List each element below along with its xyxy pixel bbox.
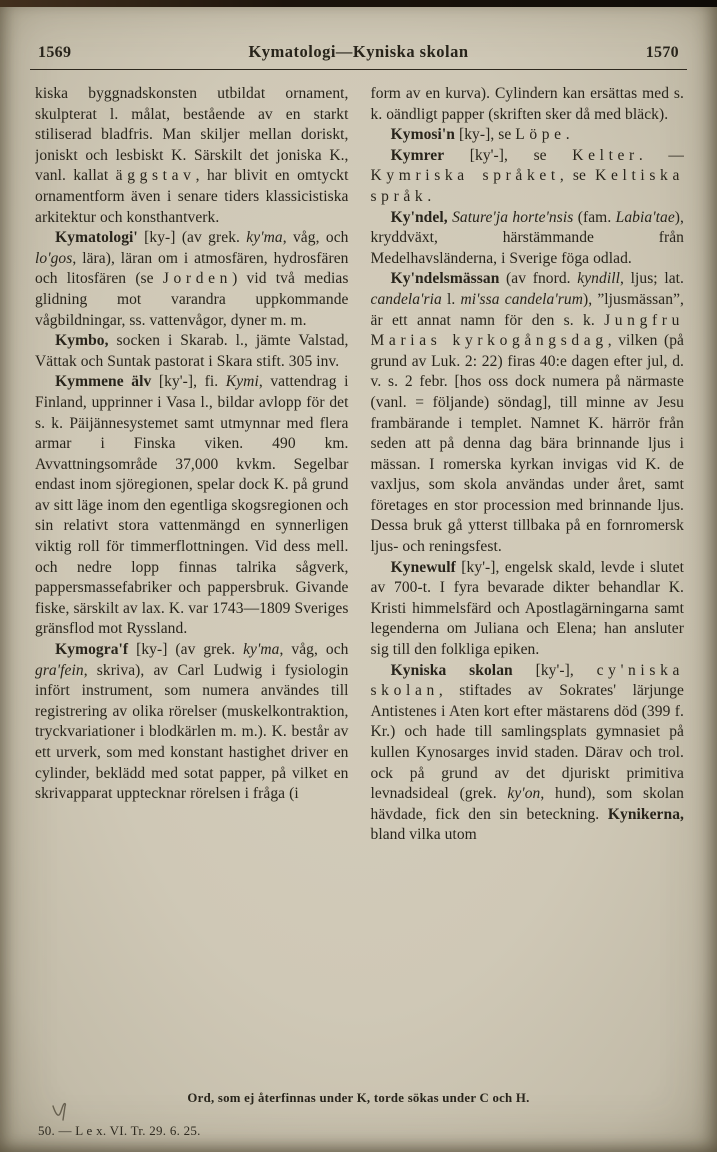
footer-note: Ord, som ej återfinnas under K, torde sökas under C och H. xyxy=(187,1091,530,1105)
italic-term: Kymi xyxy=(225,373,259,391)
italic-term: Sature'ja horte'nsis xyxy=(452,208,574,226)
headword: Kymosi'n xyxy=(390,126,455,144)
header-rule xyxy=(30,69,687,70)
spaced-term: Löpe xyxy=(515,126,566,144)
text-columns xyxy=(35,84,684,1066)
article-paragraph: Kynewulf [ky'-], engelsk skald, levde i slutet av 700-t. I fyra bevarade dikter behandlar K. Kristi himmelsfärd och Apostlagärningarna samt legenderna om Juliana och Elena; han ansluter sig till den folkliga epiken. xyxy=(370,558,684,659)
left-column xyxy=(35,84,349,1066)
page-number-right: 1570 xyxy=(645,44,679,61)
article-paragraph: form av en kurva). Cylindern kan ersättas med s. k. oändligt papper (skriften sker då med bläck). xyxy=(370,85,684,123)
italic-term: lo'gos xyxy=(35,249,73,267)
italic-term: kyndill xyxy=(577,270,620,288)
italic-term: mi'ssa candela'rum xyxy=(460,290,583,308)
spaced-term: Jungfru Marias kyrkogångsdag xyxy=(370,311,684,350)
article-paragraph: Kymosi'n [ky-], se Löpe. xyxy=(390,126,570,144)
headword: Kymrer xyxy=(390,146,445,164)
imprint-line: 50. — L e x. VI. Tr. 29. 6. 25. xyxy=(38,1123,201,1138)
headword: Kymmene älv xyxy=(55,373,152,391)
spaced-term: cy'niska skolan xyxy=(370,661,684,700)
article-paragraph: Kymbo, socken i Skarab. l., jämte Valstad, Vättak och Suntak pastorat i Skara stift. 305 inv. xyxy=(35,332,349,370)
italic-term: Labia'tae xyxy=(615,208,675,226)
headword: Ky'ndel, xyxy=(390,208,448,226)
headword: Ky'ndelsmässan xyxy=(390,270,500,288)
article-paragraph: Kymmene älv [ky'-], fi. Kymi, vattendrag i Finland, upprinner i Vasa l., bildar avlopp för det s. k. Päijännesystemet samt utmynnar med flera armar i Finska viken. 490 km. Avvattningsområde 37,000 kvkm. Segelbar endast inom sjöregionen, spelar dock K. på grund av sitt läge inom den egentliga skogsregionen och sin relativt stora vattenmängd en synnerligen viktig roll för timmerflottningen. Vid dess mell. och nedre lopp finnas talrika sågverk, pappersmassefabriker och pappersbruk. Givande fiske, särskilt av lax. K. var 1743—1809 Sveriges gränsflod mot Ryssland. xyxy=(35,373,349,638)
article-paragraph: Kymrer [ky'-], se Kelter. — Kymriska språket, se Keltiska språk. xyxy=(370,146,684,205)
headword: Kynikerna, xyxy=(607,805,684,823)
page-number-left: 1569 xyxy=(38,44,72,61)
headword: Kymatologi' xyxy=(55,229,138,247)
italic-term: gra'fein xyxy=(35,661,84,679)
italic-term: ky'on xyxy=(507,785,541,803)
scan-edge-artifact xyxy=(0,0,717,7)
italic-term: candela'ria xyxy=(370,290,442,308)
spaced-term: Kymriska språket xyxy=(370,167,560,185)
spaced-term: äggstav xyxy=(115,167,196,185)
handwritten-mark xyxy=(50,1102,72,1122)
headword: Kynewulf xyxy=(390,558,456,576)
article-paragraph: Kymatologi' [ky-] (av grek. ky'ma, våg, och lo'gos, lära), läran om i atmosfären, hydrosfären och litosfären (se Jorden) vid två medias glidning mot varandra uppkommande vågbildningar, ss. vattenvågor, dyner m. m. xyxy=(35,229,349,329)
italic-term: ky'ma xyxy=(243,641,280,659)
spaced-term: Jorden xyxy=(162,270,233,288)
article-paragraph: kiska byggnadskonsten utbildat ornament, skulpterat l. målat, bestående av en starkt stiliserad bladfris. Man skiljer mellan doriskt, joniskt och lesbiskt K. Särskilt det joniska K., vanl. kallat äggstav, har blivit en omtyckt ornamentform även i senare tiders klassicistiska arkitektur och konsthantverk. xyxy=(35,85,349,226)
headword: Kymbo, xyxy=(55,332,109,350)
headword: Kyniska skolan xyxy=(390,661,513,679)
spaced-term: Kelter xyxy=(572,146,639,164)
headword: Kymogra'f xyxy=(55,641,129,659)
article-paragraph: Kyniska skolan [ky'-], cy'niska skolan, stiftades av Sokrates' lärjunge Antistenes i Aten kort efter mästarens död (399 f. Kr.) och hade till samlingsplats gymnasiet på kullen Kynosarges invid staden. Därav och trol. ock på grund av det djuriskt primitiva levnadsideal (grek. ky'on, hund), som skolan hävdade, fick den sin beteckning. Kynikerna, bland vilka utom xyxy=(370,661,684,844)
spaced-term: Keltiska språk xyxy=(370,167,684,205)
article-paragraph: Kymogra'f [ky-] (av grek. ky'ma, våg, och gra'fein, skriva), av Carl Ludwig i fysiologin infört instrument, som numera användes till registrering av olika rörelser (muskelkontraktion, tryckvariationer i blodkärlen m. m.). K. består av ett urverk, som med konstant hastighet driver en cylinder, beklädd med sotat papper, på vilket en skrivapparat upptecknar rörelsen i fråga (i xyxy=(35,641,349,803)
article-paragraph: Ky'ndel, Sature'ja horte'nsis (fam. Labia'tae), kryddväxt, härstämmande från Medelhavsländerna, i Sverige föga odlad. xyxy=(370,208,684,267)
article-paragraph: Ky'ndelsmässan (av fnord. kyndill, ljus; lat. candela'ria l. mi'ssa candela'rum), ”ljusmässan”, är ett annat namn för den s. k. Jungfru Marias kyrkogångsdag, vilken (på grund av Luk. 2: 22) firas 40:e dagen efter jul, d. v. s. 2 febr. [hos oss dock numera på närmaste (vanl. = följande) söndag], till minne av Jesu frambärande i templet. Namnet K. härrör från seden att på denna dag bära brinnande ljus i mässan. I romerska kyrkan invigas vid K. de vaxljus, som skola användas under året, samt företages en stor procession med brinnande ljus. Dessa bruk gå ytterst tillbaka på en fornromersk ljus- och reningsfest. xyxy=(370,270,684,556)
header-title: Kymatologi—Kyniska skolan xyxy=(248,42,469,61)
right-column xyxy=(371,84,685,1066)
italic-term: ky'ma xyxy=(246,229,283,247)
running-header xyxy=(38,42,679,62)
